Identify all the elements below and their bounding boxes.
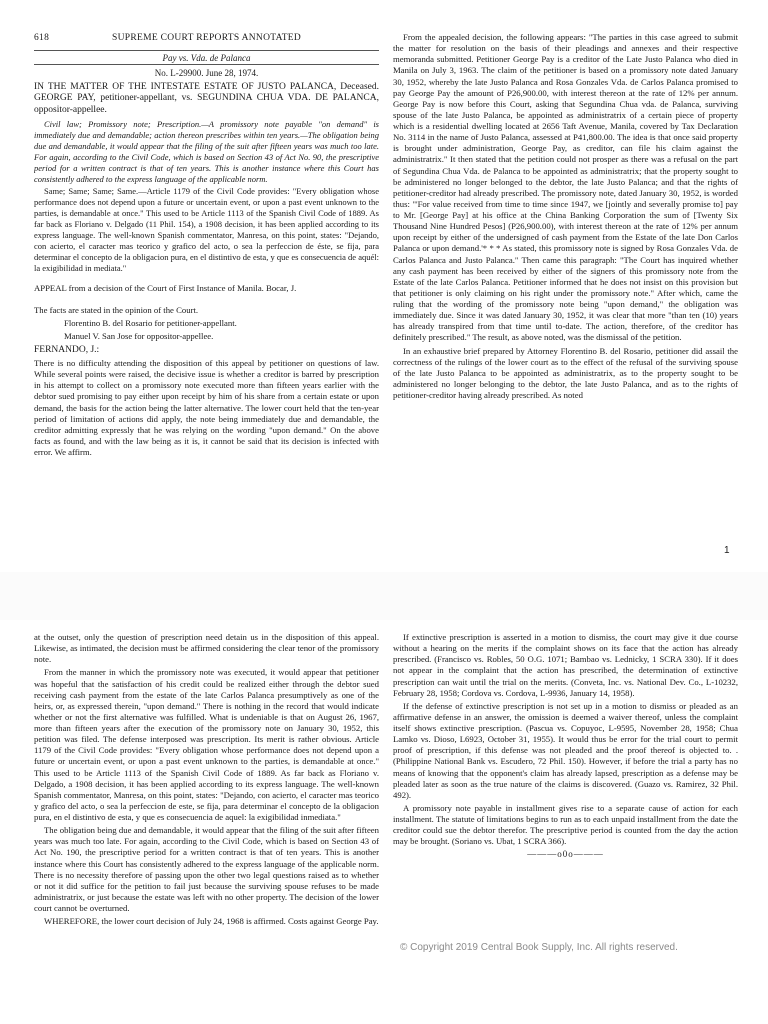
syllabus [34,119,379,273]
case-subtitle: Pay vs. Vda. de Palanca [34,50,379,63]
counsel-petitioner: Florentino B. del Rosario for petitioner-appellant. [64,317,237,328]
end-separator: ———o0o——— [527,849,604,860]
column-bottom-left [34,632,379,1024]
column-top-left [34,68,379,564]
page-gap [0,572,768,620]
opinion-paragraph: There is no difficulty attending the disposition of this appeal by petitioner on questions of law. While several points were raised, the decisive issue is whether a creditor is barred by prescription in his attempt to collect on a promissory note executed more than fifteen years earlier with the debtor sued promising to pay either upon receipt by him of his share from a certain estate or upon demand, the basis for the action being the latter alternative. The lower court held that the ten-year period of limitation of actions did apply, the note being immediately due and demandable, the creditor admitting expressly that he was relying on the wording "upon demand." On the above facts as found, and with the law being as it is, it cannot be said that its decision is infected with error. We affirm. [34,358,379,458]
annotation-paragraph: If the defense of extinctive prescription is not set up in a motion to dismiss or pleaded as an affirmative defense in an answer, the omission is deemed a waiver thereof, unless the complaint itself shows extinctive prescription. (Pascua vs. Copuyoc, L-9595, November 28, 1958; Chua Lamko vs. Dioso, L6923, October 31, 1955). It would thus be error for the trial court to permit proof of prescription, if this defense was not pleaded and the proof thereof is objected to. . (Philippine National Bank vs. Escudero, 72 Phil. 150). However, if before the trial a party has no means of knowing that the opponent's claim has already lapsed, prescription as a defense may be pleaded later as soon as the true nature of the claims is discovered. (Guazo vs. Ramirez, 32 Phil. 492). [393,700,738,800]
column-top-right [393,32,738,552]
annotation-paragraph: A promissory note payable in installment gives rise to a separate cause of action for each installment. The statute of limitations begins to run as to each unpaid installment from the date the creditor could sue the debtor therefor. The prescriptive period is counted from the day the action may be brought. (Soriano vs. Ubat, 1 SCRA 366). [393,802,738,847]
opinion-paragraph: From the appealed decision, the following appears: "The parties in this case agreed to submit the matter for resolution on the basis of their pleadings and annexes and their respective memoranda submitted. Petitioner George Pay is a creditor of the Late Justo Palanca who died in Manila on July 3, 1963. The claim of the petitioner is based on a promissory note dated January 30, 1952, whereby the late Justo Palanca and Rosa Gonzales Vda. de Carlos Palanca promised to pay George Pay the amount of P26,900.00, with interest thereon at the rate of 12% per annum. George Pay is now before this Court, asking that Segundina Chua vda. de Palanca, surviving spouse of the late Justo Palanca, be appointed as administratrix of a certain piece of property which is a residential dwelling located at 2656 Taft Avenue, Manila, covered by Tax Declaration No. 3114 in the name of Justo Palanca, assessed at P41,800.00. The idea is that once said property is brought under administration, George Pay, as creditor, can file his claim against the administratrix." It then stated that the petition could not prosper as there was a refusal on the part of Segundina Chua Vda. de Palanca to be appointed as administratrix; that the property sought to be administered no longer belonged to the debtor, the late Justo Palanca; and that the rights of petitioner-creditor had already prescribed. The promissory note, dated January 30, 1952, is worded thus: "'For value received from time to time since 1947, we [jointly and severally promise to] pay to Mr. [George Pay] at his office at the China Banking Corporation the sum of [Twenty Six Thousand Nine Hundred Pesos] (P26,900.00), with interest thereon at the rate of 12% per annum upon receipt by either of the undersigned of cash payment from the Estate of the late Don Carlos Palanca or upon demand.'* * * As stated, this promissory note is signed by Rosa Gonzales Vda. de Carlos Palanca and Justo Palanca." Then came this paragraph: "The Court has inquired whether any cash payment has been received by either of the signers of this promissory note from the Estate of the late Carlos Palanca. Petitioner informed that he does not insist on this provision but that petitioner is only claiming on his right under the promissory note." After which, came the ruling that the wording of the promissory note being "upon demand," the obligation was immediately due. Since it was dated January 30, 1952, it was clear that more "than ten (10) years has already transpired from that time until to-date. The action, therefore, of the creditor has definitely prescribed." The result, as above noted, was the dismissal of the petition. [393,32,738,343]
opinion-paragraph: The obligation being due and demandable, it would appear that the filing of the suit after fifteen years was much too late. For again, according to the Civil Code, which is based on Section 43 of Act No. 190, the prescriptive period for a written contract is that of ten years. This is another instance where this Court has consistently adhered to the express language of the applicable norm. There is no necessity therefore of passing upon the other two legal questions raised as to whether or not it did suffice for the petition to fail just because the surviving spouse refuses to be made administratrix, or just because the estate was left with no other property. The decision of the lower court cannot be overturned. [34,825,379,913]
page-index: 1 [724,545,730,556]
opinion-paragraph: at the outset, only the question of prescription need detain us in the disposition of this appeal. Likewise, as intimated, the decision must be affirmed considering the clear tenor of the promissory note. [34,632,379,665]
opinion-paragraph: In an exhaustive brief prepared by Attorney Florentino B. del Rosario, petitioner did assail the correctness of the rulings of the lower court as to the effect of the refusal of the surviving spouse of the late Justo Palanca to be appointed as administratrix, as to the property sought to be administered no longer belonging to the debtor, the late Justo Palanca, and as to the rights of petitioner-creditor having already prescribed. As noted [393,345,738,400]
syllabus-paragraph: Same; Same; Same; Same.—Article 1179 of the Civil Code provides: "Every obligation whose performance does not depend upon a future or uncertain event, or upon a past event unknown to the parties, is demandable at once." This used to be Article 1113 of the Spanish Civil Code of 1889. As far back as Floriano v. Delgado (11 Phil. 154), a 1908 decision, it has been applied according to its express language. The well-known Spanish commentator, Manresa, on this point, states: "Dejando, con acierto, el caracter mas teorico y grafico del acto, o sea la perfeccion de éste, se fija, para determinar el concepto de la obligacion pura, en el distintivo de esta, y que es consecuencia de aquél: la exigibilidad in mediata." [34,186,379,273]
running-title: SUPREME COURT REPORTS ANNOTATED [112,33,302,43]
opinion-paragraph: From the manner in which the promissory note was executed, it would appear that petitioner was hopeful that the satisfaction of his credit could be realized either through the debtor sued receiving cash payment from the estate of the late Carlos Palanca presumptively as one of the heirs, or, as expressed therein, "upon demand." There is nothing in the record that would indicate whether or not the first alternative was fulfilled. What is undeniable is that on August 26, 1967, more than fifteen years after the execution of the promissory note on January 30, 1952, this petition was filed. The defense interposed was prescription. Its merit is rather obvious. Article 1179 of the Civil Code provides: "Every obligation whose performance does not depend upon a future or uncertain event, or upon a past event unknown to the parties, is demandable at once." This used to be Article 1113 of the Spanish Civil Code of 1889. As far back as Floriano v. Delgado, a 1908 decision, it has been applied according to its express language. The well-known Spanish commentator, Manresa, on this point, states: "Dejando, con acierto, el caracter mas teorico y grafico del acto, o sea la perfeccion de este, se fija, para determinar el concepto de la obligacion pura, en el distintivo de esta, y que es consecuencia de aquel: la exigibilidad inmediata." [34,667,379,822]
column-bottom-right [393,632,738,942]
subtitle-rule [34,64,379,65]
counsel-oppositor: Manuel V. San Jose for oppositor-appellee. [64,330,214,341]
copyright-notice: © Copyright 2019 Central Book Supply, Inc. All rights reserved. [400,942,678,953]
annotation-paragraph: If extinctive prescription is asserted in a motion to dismiss, the court may give it due course without a hearing on the merits if the complaint shows on its face that the action has already prescribed. (Francisco vs. Robles, 50 O.G. 1071; Bambao vs. Lednicky, 1 SCRA 330). If it does not appear in the complaint that the action has prescribed, the determination of extinctive prescription can wait until the trial on the merits. (Conveta, Inc. vs. National Dev. Co., L-10232, February 28, 1958; Cordova vs. Cordova, L-9936, January 14, 1958). [393,632,738,698]
case-number: No. L-29900. June 28, 1974. [154,68,259,78]
appeal-line: APPEAL from a decision of the Court of First Instance of Manila. Bocar, J. [34,283,297,294]
page-number-left: 618 [34,33,50,43]
case-title: IN THE MATTER OF THE INTESTATE ESTATE OF JUSTO PALANCA, Deceased. GEORGE PAY, petitioner-appellant, vs. SEGUNDINA CHUA VDA. DE PALANCA, oppositor-appellee. [34,81,379,116]
facts-intro: The facts are stated in the opinion of the Court. [34,304,199,315]
opinion-paragraph: WHEREFORE, the lower court decision of July 24, 1968 is affirmed. Costs against George Pay. [44,916,379,927]
syllabus-paragraph: Civil law; Promissory note; Prescription.—A promissory note payable "on demand" is immediately due and demandable; action thereon prescribes within ten years.—The obligation being due and demandable, it would appear that the filing of the suit after fifteen years was much too late. For again, according to the Civil Code, which is based on Section 43 of Act No. 90, the prescriptive period for a written contract is that of ten years. This is another instance where this Court has consistently adhered to the express language of the applicable norm. [34,119,379,184]
judge-name: FERNANDO, J.: [34,344,100,355]
